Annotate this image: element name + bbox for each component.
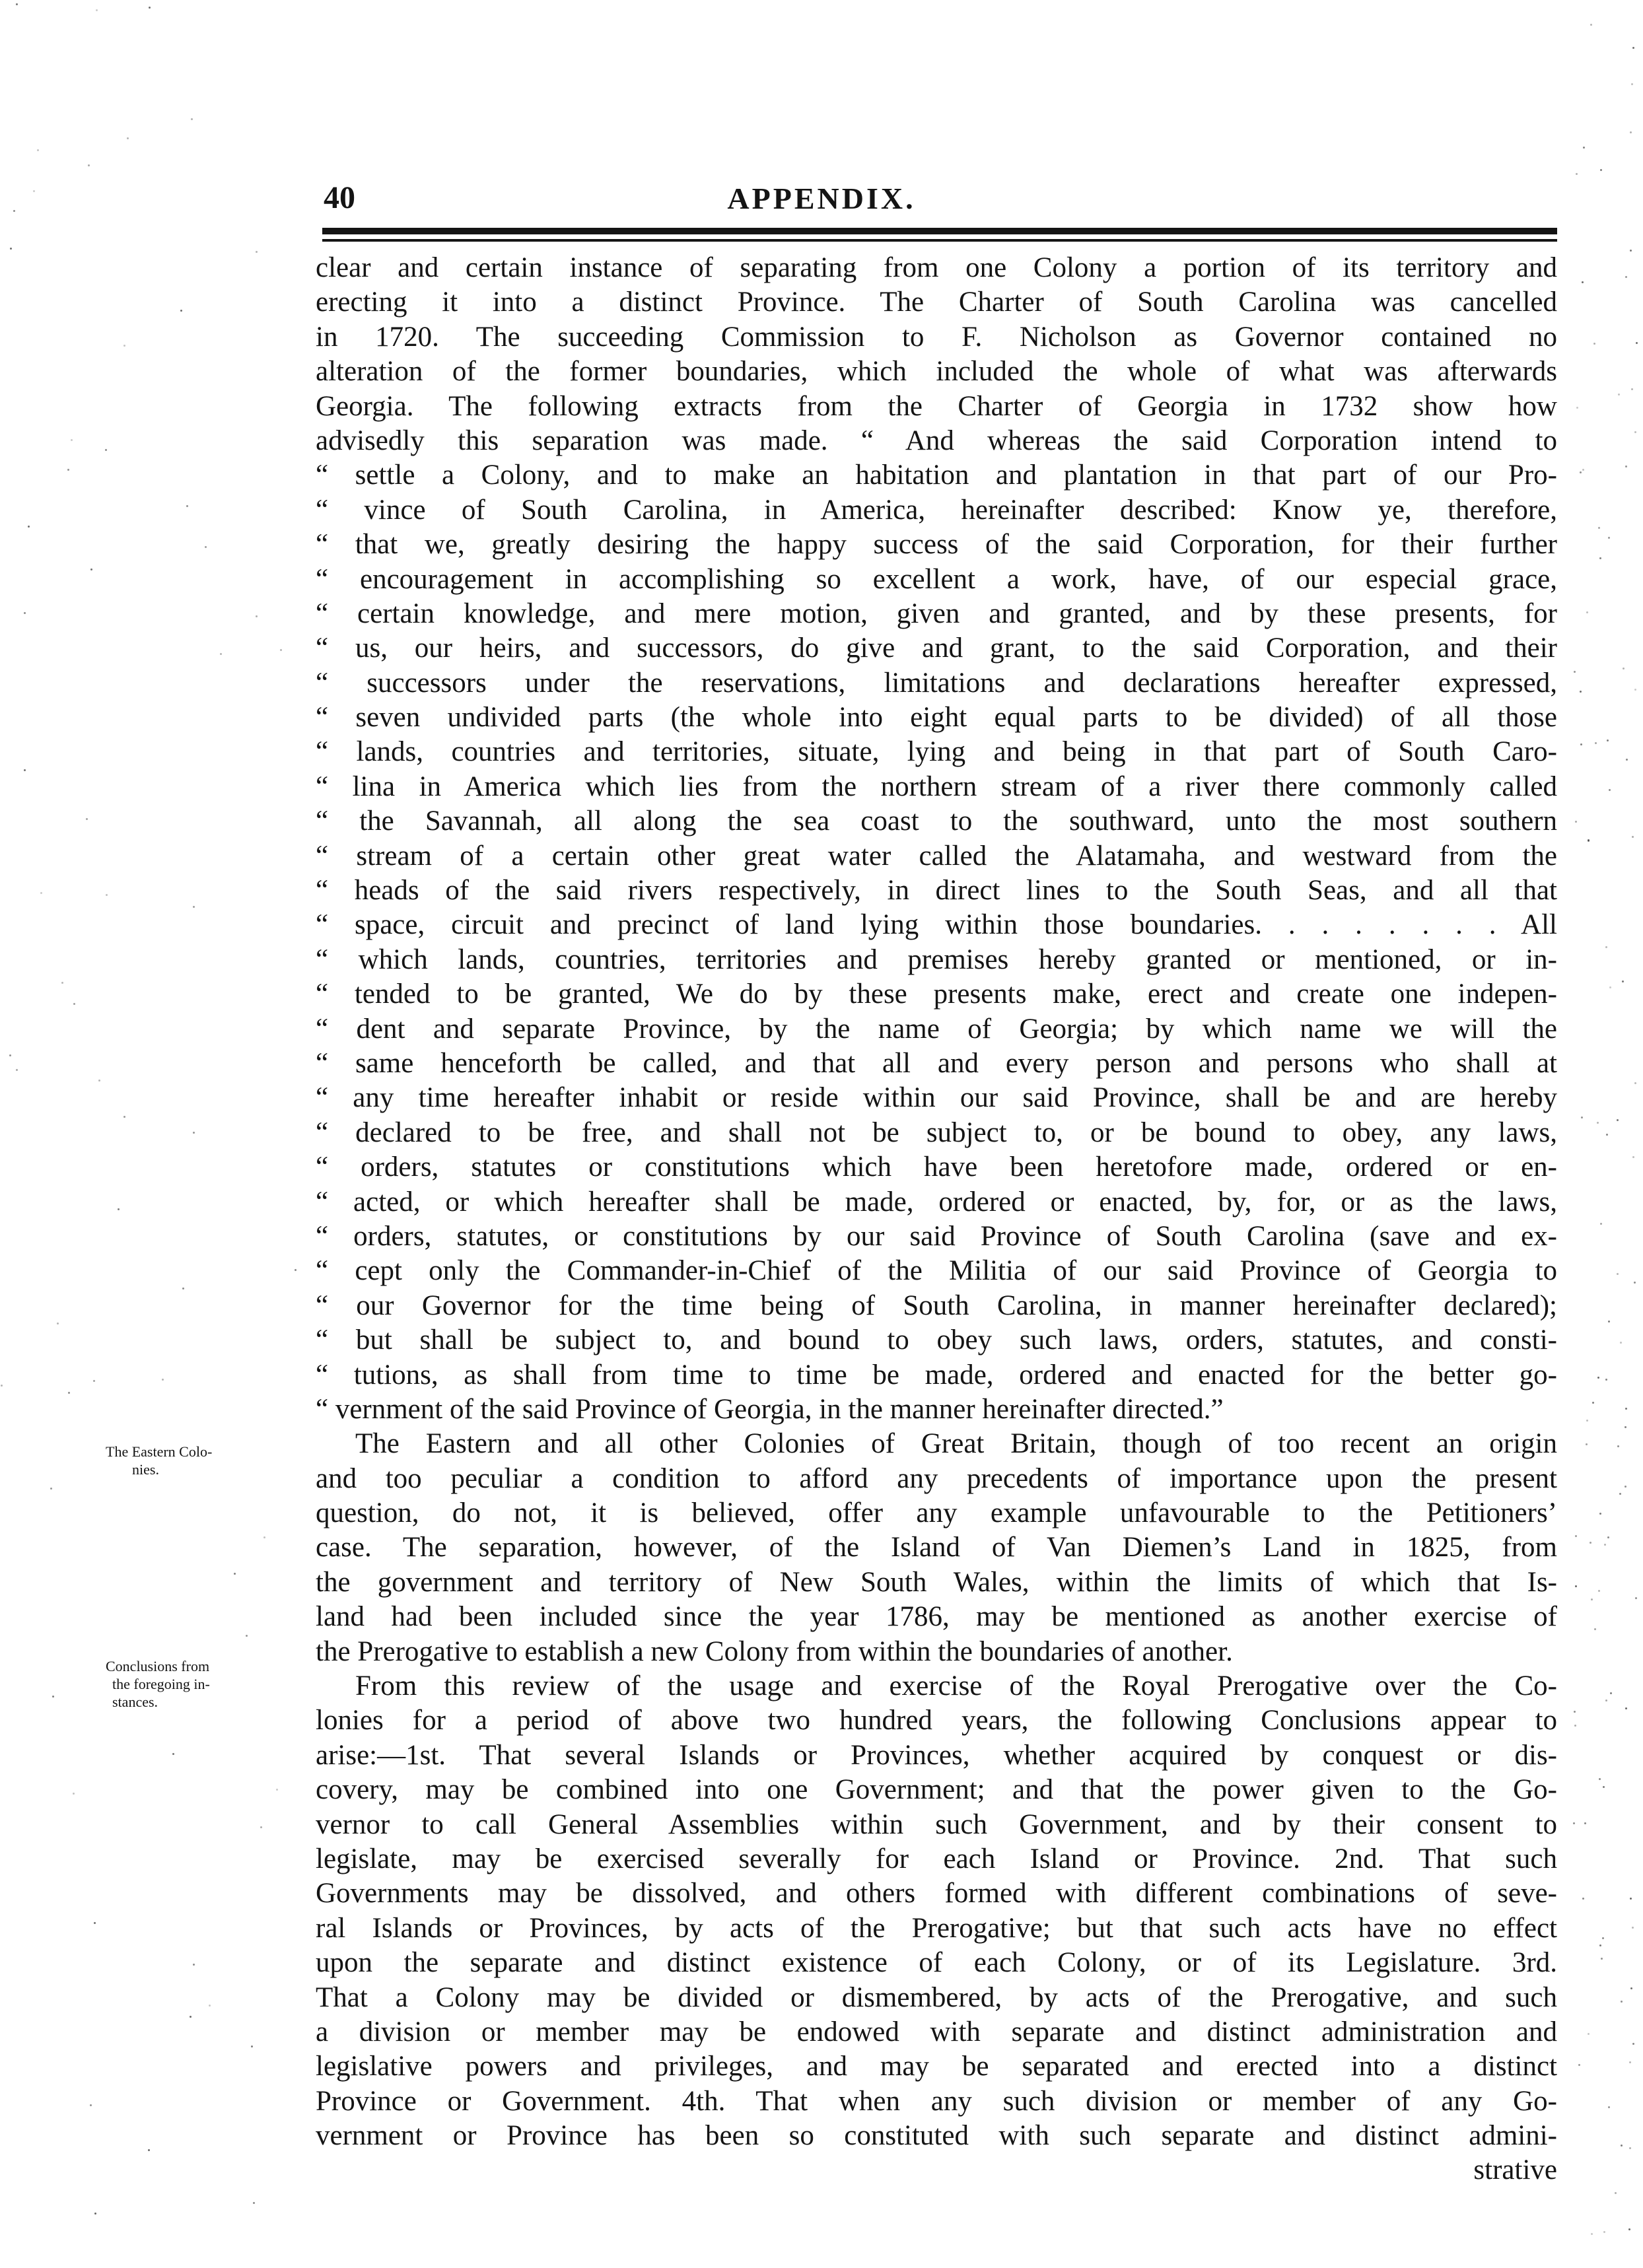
paper-speck — [1600, 169, 1602, 171]
text-line: clear and certain instance of separating from one Colony a portion of its territory and — [316, 252, 1557, 283]
paper-speck — [90, 2104, 92, 2106]
paper-speck — [105, 449, 107, 451]
text-line: in 1720. The succeeding Commission to F. Nicholson as Governor contained no — [316, 321, 1557, 353]
paper-speck — [9, 1054, 11, 1056]
paper-speck — [1575, 821, 1577, 823]
paper-speck — [16, 3, 18, 5]
paper-speck — [276, 1789, 278, 1791]
text-line: erecting it into a distinct Province. The Charter of South Carolina was cancelled — [316, 287, 1557, 318]
paper-speck — [1636, 342, 1638, 344]
paper-speck — [1621, 2001, 1623, 2003]
paper-speck — [118, 1208, 120, 1210]
paper-speck — [1605, 1700, 1607, 1701]
paper-speck — [1625, 465, 1627, 467]
paper-speck — [172, 1753, 174, 1755]
header-rule-thick — [322, 228, 1557, 234]
paper-speck — [280, 649, 282, 651]
paper-speck — [88, 164, 90, 166]
paper-speck — [1630, 131, 1632, 133]
text-line: “ encouragement in accomplishing so excellent a work, have, of our especial grace, — [316, 563, 1557, 595]
paper-speck — [256, 615, 258, 617]
paper-speck — [209, 2005, 211, 2007]
paper-speck — [1632, 1156, 1634, 1158]
paper-speck — [1632, 1927, 1634, 1929]
paper-speck — [73, 1003, 75, 1005]
paper-speck — [94, 1922, 96, 1924]
paper-speck — [1586, 1420, 1588, 1422]
paper-speck — [68, 1392, 70, 1394]
text-line: From this review of the usage and exercise of the Royal Prerogative over the Co- — [355, 1670, 1557, 1702]
paper-speck — [50, 1488, 52, 1490]
paper-speck — [1617, 1445, 1619, 1447]
paper-speck — [1586, 1443, 1588, 1445]
paper-speck — [1591, 1598, 1593, 1600]
sidenote-line: Conclusions from — [106, 1658, 210, 1674]
paper-speck — [93, 1380, 95, 1382]
text-line: lonies for a period of above two hundred years, the following Conclusions appear to — [316, 1705, 1557, 1736]
text-line: a division or member may be endowed with separate and distinct administration and — [316, 2016, 1557, 2047]
paper-speck — [1625, 1707, 1627, 1709]
paper-speck — [37, 149, 39, 151]
text-line: “ same henceforth be called, and that all and every person and persons who shall at — [316, 1047, 1557, 1079]
paper-speck — [1604, 1544, 1606, 1546]
text-line: the government and territory of New South Wales, within the limits of which that Is- — [316, 1566, 1557, 1598]
paper-speck — [10, 248, 12, 250]
text-line: and too peculiar a condition to afford any precedents of importance upon the present — [316, 1462, 1557, 1494]
sidenote-line: The Eastern Colo- — [106, 1443, 213, 1460]
paper-speck — [1597, 1122, 1599, 1124]
text-line: “ that we, greatly desiring the happy success of the said Corporation, for their further — [316, 529, 1557, 561]
text-line: “ certain knowledge, and mere motion, given and granted, and by these presents, for — [316, 598, 1557, 629]
paper-speck — [1628, 2228, 1630, 2230]
header-rule-thin — [322, 239, 1557, 242]
paper-speck — [1593, 343, 1595, 345]
paper-speck — [1626, 759, 1628, 761]
paper-speck — [71, 439, 73, 441]
paper-speck — [1607, 739, 1609, 741]
text-line: ral Islands or Provinces, by acts of the Prerogative; but that such acts have no effect — [316, 1912, 1557, 1944]
text-line: case. The separation, however, of the Island of Van Diemen’s Land in 1825, from — [316, 1532, 1557, 1564]
paper-speck — [1630, 1987, 1632, 1989]
paper-speck — [1599, 1778, 1601, 1780]
paper-speck — [1605, 946, 1607, 948]
paper-speck — [1618, 394, 1620, 395]
paper-speck — [1634, 1282, 1636, 1284]
paper-speck — [1631, 388, 1633, 390]
paper-speck — [1590, 24, 1592, 26]
paper-speck — [1629, 2147, 1631, 2149]
paper-speck — [193, 1964, 195, 1966]
paper-speck — [1625, 1408, 1627, 1410]
text-line: land had been included since the year 1786, may be mentioned as another exercise of — [316, 1601, 1557, 1633]
paper-speck — [1580, 691, 1582, 693]
paper-speck — [1620, 1342, 1622, 1344]
paper-speck — [1602, 1937, 1604, 1939]
paper-speck — [1603, 1786, 1605, 1788]
running-head: APPENDIX. — [727, 182, 916, 215]
paper-speck — [1574, 1711, 1576, 1713]
paper-speck — [295, 1269, 297, 1271]
paper-speck — [1595, 742, 1597, 744]
text-line: “ stream of a certain other great water called the Alatamaha, and westward from the — [316, 840, 1557, 872]
paper-speck — [24, 769, 26, 771]
paper-speck — [1625, 1486, 1626, 1488]
paper-speck — [1598, 527, 1600, 529]
paper-speck — [73, 1793, 75, 1795]
paper-speck — [1591, 2233, 1593, 2235]
text-line: “ tutions, as shall from time to time be made, ordered and enacted for the better go- — [316, 1359, 1557, 1391]
paper-speck — [1617, 1119, 1619, 1121]
paper-speck — [1592, 1402, 1594, 1404]
text-line: arise:—1st. That several Islands or Provinces, whether acquired by conquest or dis- — [316, 1739, 1557, 1771]
paper-speck — [253, 2202, 255, 2204]
paper-speck — [256, 251, 258, 253]
text-line: “ orders, statutes or constitutions which have been heretofore made, ordered or en- — [316, 1151, 1557, 1183]
paper-speck — [148, 2149, 150, 2151]
text-line: “ space, circuit and precinct of land lying within those boundaries. . . . . . . . All — [316, 909, 1557, 941]
paper-speck — [1634, 1082, 1636, 1084]
text-line: “ acted, or which hereafter shall be made, ordered or enacted, by, for, or as the laws, — [316, 1186, 1557, 1218]
paper-speck — [1573, 1822, 1575, 1824]
paper-speck — [186, 505, 188, 507]
paper-speck — [106, 894, 108, 896]
paper-speck — [1584, 1822, 1586, 1824]
paper-speck — [1581, 1117, 1583, 1118]
text-line: “ declared to be free, and shall not be subject to, or be bound to obey, any laws, — [316, 1117, 1557, 1148]
paper-speck — [1632, 2043, 1634, 2045]
paper-speck — [1588, 2033, 1590, 2035]
text-line: “ dent and separate Province, by the name of Georgia; by which name we will the — [316, 1013, 1557, 1045]
sidenote-line: the foregoing in- — [112, 1676, 210, 1692]
paper-speck — [52, 1696, 54, 1698]
paper-speck — [1599, 1944, 1601, 1946]
paper-speck — [1625, 1426, 1626, 1428]
paper-speck — [1629, 2061, 1631, 2063]
paper-speck — [1580, 743, 1582, 745]
paper-speck — [1608, 537, 1610, 539]
paper-speck — [1630, 1898, 1632, 1900]
paper-speck — [1574, 671, 1576, 673]
text-line: covery, may be combined into one Government; and that the power given to the Go- — [316, 1774, 1557, 1806]
paper-speck — [1622, 980, 1624, 982]
text-line: “ vernment of the said Province of Georgia, in the manner hereinafter directed.” — [316, 1393, 1224, 1425]
paper-speck — [1, 1385, 3, 1387]
text-line: strative — [1473, 2154, 1557, 2186]
sidenote-line: nies. — [132, 1461, 159, 1478]
sidenote-conclusions — [106, 1657, 304, 1711]
paper-speck — [40, 892, 42, 894]
text-line: “ lands, countries and territories, situate, lying and being in that part of South Caro- — [316, 736, 1557, 768]
paper-speck — [90, 568, 92, 570]
text-line: “ heads of the said rivers respectively, in direct lines to the South Seas, and all that — [316, 875, 1557, 907]
paper-speck — [205, 546, 207, 548]
text-line: “ our Governor for the time being of South Carolina, in manner hereinafter declared); — [316, 1289, 1557, 1321]
text-line: “ successors under the reservations, limitations and declarations hereafter expressed, — [316, 667, 1557, 699]
paper-speck — [1582, 1898, 1584, 1900]
paper-speck — [1623, 668, 1625, 670]
text-line: “ settle a Colony, and to make an habitation and plantation in that part of our Pro- — [316, 460, 1557, 491]
text-line: That a Colony may be divided or dismembered, by acts of the Prerogative, and such — [316, 1981, 1557, 2013]
paper-speck — [1574, 1725, 1576, 1727]
text-line: “ seven undivided parts (the whole into eight equal parts to be divided) of all those — [316, 702, 1557, 734]
paper-speck — [190, 2016, 192, 2018]
paper-speck — [24, 612, 26, 614]
text-line: advisedly this separation was made. “ And whereas the said Corporation intend to — [316, 425, 1557, 456]
paper-speck — [1625, 276, 1627, 278]
text-line: legislate, may be exercised severally for each Island or Province. 2nd. That such — [316, 1843, 1557, 1874]
text-line: “ us, our heirs, and successors, do give and grant, to the said Corporation, and their — [316, 633, 1557, 664]
paper-speck — [1598, 1590, 1600, 1592]
paper-speck — [1576, 407, 1578, 409]
paper-speck — [1583, 147, 1585, 149]
paper-speck — [1619, 1493, 1621, 1495]
paper-speck — [1634, 689, 1636, 691]
text-line: “ which lands, countries, territories and premises hereby granted or mentioned, or in- — [316, 944, 1557, 975]
paper-speck — [1601, 1958, 1603, 1960]
paper-speck — [1610, 1692, 1612, 1694]
paper-speck — [1599, 557, 1601, 559]
text-line: “ the Savannah, all along the sea coast to the southward, unto the most southern — [316, 806, 1557, 837]
paper-speck — [1600, 1223, 1602, 1225]
paper-speck — [1580, 471, 1582, 473]
paper-speck — [1621, 2145, 1623, 2147]
paper-speck — [1582, 281, 1584, 283]
paper-speck — [182, 1288, 184, 1289]
paper-speck — [57, 1323, 59, 1324]
paper-speck — [61, 982, 63, 984]
paper-speck — [1608, 2106, 1610, 2108]
paper-speck — [98, 1080, 100, 1082]
paper-speck — [1582, 469, 1584, 471]
sidenote-line: stances. — [112, 1694, 158, 1710]
paper-speck — [96, 9, 98, 11]
paper-speck — [1617, 1273, 1619, 1275]
paper-speck — [1634, 431, 1636, 433]
paper-speck — [127, 137, 129, 139]
paper-speck — [1615, 2192, 1617, 2194]
paper-speck — [234, 1573, 236, 1575]
text-line: the Prerogative to establish a new Colony from within the boundaries of another. — [316, 1635, 1233, 1667]
page-number: 40 — [324, 180, 355, 215]
paper-speck — [1606, 1134, 1608, 1136]
paper-speck — [28, 526, 30, 528]
paper-speck — [16, 1069, 18, 1071]
text-line: Georgia. The following extracts from the Charter of Georgia in 1732 show how — [316, 390, 1557, 422]
paper-speck — [1597, 1377, 1599, 1379]
paper-speck — [180, 310, 182, 312]
paper-speck — [193, 1132, 195, 1134]
paper-speck — [1599, 1513, 1601, 1515]
paper-speck — [246, 1635, 248, 1637]
paper-speck — [1630, 250, 1632, 252]
paper-speck — [1576, 173, 1578, 175]
paper-speck — [1590, 1542, 1591, 1544]
text-line: “ lina in America which lies from the northern stream of a river there commonly called — [316, 771, 1557, 802]
paper-speck — [1635, 1597, 1637, 1599]
paper-speck — [123, 345, 125, 347]
text-line: The Eastern and all other Colonies of Great Britain, though of too recent an origin — [355, 1428, 1557, 1460]
text-line: legislative powers and privileges, and may be separated and erected into a distinct — [316, 2051, 1557, 2082]
paper-speck — [123, 1116, 125, 1118]
text-line: alteration of the former boundaries, which included the whole of what was afterwards — [316, 356, 1557, 388]
paper-speck — [191, 118, 193, 120]
paper-speck — [1607, 1536, 1609, 1538]
paper-speck — [162, 1379, 164, 1381]
text-line: “ orders, statutes, or constitutions by our said Province of South Carolina (save and ex- — [316, 1220, 1557, 1252]
paper-speck — [1632, 47, 1634, 49]
text-line: “ tended to be granted, We do by these presents make, erect and create one indepen- — [316, 979, 1557, 1010]
body-text — [316, 251, 1557, 2188]
paper-speck — [1632, 836, 1634, 838]
paper-speck — [1603, 2231, 1605, 2233]
text-line: “ cept only the Commander-in-Chief of the Militia of our said Province of Georgia to — [316, 1255, 1557, 1287]
paper-speck — [1578, 2064, 1580, 2066]
paper-speck — [86, 818, 88, 820]
paper-speck — [1631, 83, 1633, 85]
paper-speck — [193, 906, 195, 908]
text-line: vernment or Province has been so constituted with such separate and distinct admini- — [316, 2120, 1557, 2152]
paper-speck — [1575, 1535, 1577, 1537]
text-line: “ any time hereafter inhabit or reside within our said Province, shall be and are hereby — [316, 1082, 1557, 1114]
paper-speck — [1575, 1585, 1577, 1587]
paper-speck — [251, 2045, 253, 2047]
paper-speck — [1609, 789, 1611, 791]
text-line: “ but shall be subject to, and bound to obey such laws, orders, statutes, and consti- — [316, 1324, 1557, 1356]
text-line: question, do not, it is believed, offer any example unfavourable to the Petitioners’ — [316, 1497, 1557, 1529]
paper-speck — [263, 1536, 265, 1538]
paper-speck — [67, 469, 69, 471]
sidenote-eastern-colonies — [106, 1443, 304, 1478]
paper-speck — [1586, 611, 1588, 613]
text-line: “ vince of South Carolina, in America, hereinafter described: Know ye, therefore, — [316, 494, 1557, 526]
paper-speck — [260, 1826, 262, 1828]
paper-speck — [1605, 1379, 1607, 1381]
text-line: Governments may be dissolved, and others formed with different combinations of seve- — [316, 1878, 1557, 1909]
paper-speck — [94, 2213, 96, 2215]
paper-speck — [1608, 1321, 1610, 1323]
paper-speck — [1594, 1628, 1596, 1630]
text-line: Province or Government. 4th. That when any such division or member of any Go- — [316, 2085, 1557, 2117]
text-line: upon the separate and distinct existence of each Colony, or of its Legislature. 3rd. — [316, 1947, 1557, 1979]
paper-speck — [149, 7, 151, 9]
text-line: vernor to call General Assemblies within such Government, and by their consent to — [316, 1808, 1557, 1840]
paper-speck — [220, 653, 222, 655]
paper-speck — [1609, 986, 1611, 988]
